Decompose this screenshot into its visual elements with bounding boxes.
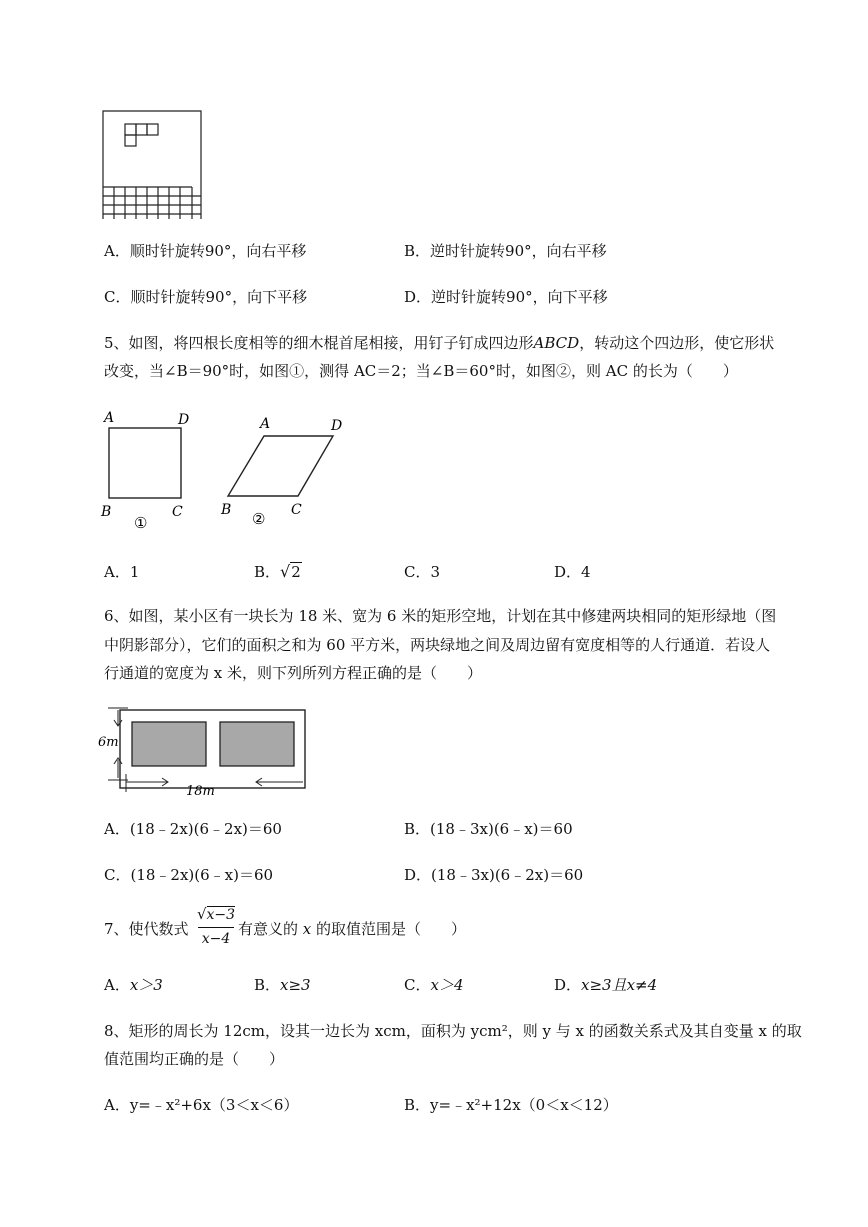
- q7-option-c[interactable]: C．x＞4: [404, 976, 464, 994]
- q8-option-b[interactable]: B．y=﹣x²+12x（0＜x＜12）: [404, 1096, 618, 1114]
- q4-option-a[interactable]: A．顺时针旋转90°，向右平移: [104, 242, 307, 260]
- svg-text:C: C: [172, 504, 183, 520]
- q6-stem-line3: 行通道的宽度为 x 米，则下列所列方程正确的是（ ）: [104, 664, 482, 682]
- svg-text:C: C: [291, 502, 302, 518]
- q5-stem-line1: 5、如图，将四根长度相等的细木棍首尾相接，用钉子钉成四边形ABCD，转动这个四边形，使它形状: [104, 334, 775, 352]
- q5-option-b[interactable]: B．√2: [254, 562, 301, 581]
- q4-figure: [100, 108, 204, 220]
- q5-option-a[interactable]: A．1: [104, 563, 140, 581]
- q5-figure-square: [98, 406, 198, 534]
- q6-option-b[interactable]: B．(18﹣3x)(6﹣x)＝60: [404, 820, 573, 838]
- svg-text:D: D: [331, 418, 343, 434]
- q5-option-d[interactable]: D．4: [554, 563, 591, 581]
- q7-option-b[interactable]: B．x≥3: [254, 976, 311, 994]
- svg-text:A: A: [260, 416, 271, 432]
- q5-option-c[interactable]: C．3: [404, 563, 441, 581]
- q7-stem-suffix: 有意义的 x 的取值范围是（ ）: [238, 920, 467, 938]
- svg-text:18m: 18m: [186, 784, 215, 799]
- svg-text:D: D: [178, 412, 190, 428]
- q6-figure: [98, 702, 312, 800]
- q6-stem-line2: 中阴影部分），它们的面积之和为 60 平方米，两块绿地之间及周边留有宽度相等的人行通道．若设人: [104, 636, 771, 654]
- svg-text:②: ②: [252, 510, 266, 528]
- q5-stem-line2: 改变，当∠B＝90°时，如图①，测得 AC＝2；当∠B＝60°时，如图②，则 AC 的长为（ ）: [104, 362, 738, 380]
- q6-option-d[interactable]: D．(18﹣3x)(6﹣2x)＝60: [404, 866, 584, 884]
- q6-option-a[interactable]: A．(18﹣2x)(6﹣2x)＝60: [104, 820, 282, 838]
- q8-option-a[interactable]: A．y=﹣x²+6x（3＜x＜6）: [104, 1096, 299, 1114]
- q7-stem-prefix: 7、使代数式: [104, 920, 189, 938]
- q8-stem-line1: 8、矩形的周长为 12cm，设其一边长为 xcm，面积为 ycm²，则 y 与 x 的函数关系式及其自变量 x 的取: [104, 1022, 802, 1040]
- q7-fraction: √x−3 x−4: [196, 905, 236, 947]
- q4-option-b[interactable]: B．逆时针旋转90°，向右平移: [404, 242, 607, 260]
- q7-option-a[interactable]: A．x＞3: [104, 976, 163, 994]
- svg-text:B: B: [101, 504, 112, 520]
- q6-stem-line1: 6、如图，某小区有一块长为 18 米、宽为 6 米的矩形空地，计划在其中修建两块相同的矩形绿地（图: [104, 607, 777, 625]
- q6-option-c[interactable]: C．(18﹣2x)(6﹣x)＝60: [104, 866, 274, 884]
- q8-stem-line2: 值范围均正确的是（ ）: [104, 1050, 285, 1068]
- q4-option-c[interactable]: C．顺时针旋转90°，向下平移: [104, 288, 308, 306]
- svg-text:A: A: [104, 410, 115, 426]
- svg-text:6m: 6m: [98, 735, 119, 750]
- svg-text:B: B: [221, 502, 232, 518]
- q4-option-d[interactable]: D．逆时针旋转90°，向下平移: [404, 288, 608, 306]
- svg-text:①: ①: [134, 514, 148, 532]
- q5-figure-rhombus: [216, 414, 346, 532]
- q7-option-d[interactable]: D．x≥3且x≠4: [554, 976, 658, 994]
